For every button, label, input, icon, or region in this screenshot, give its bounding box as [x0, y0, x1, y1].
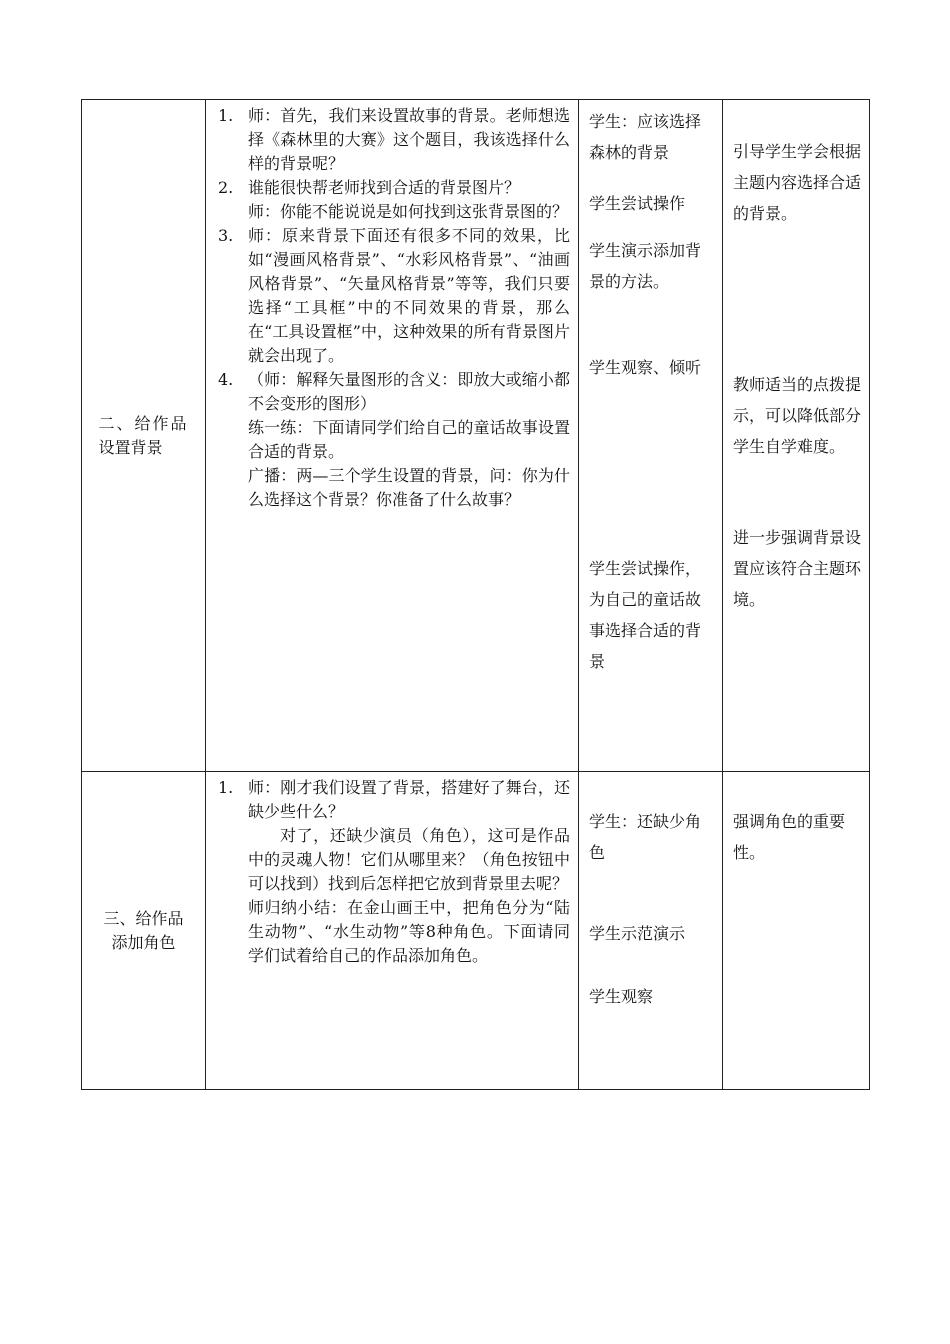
student-activity-cell — [579, 100, 723, 772]
intent-text: 教师适当的点拨提示，可以降低部分学生自学难度。 — [733, 375, 862, 456]
step-text: 师归纳小结：在金山画王中，把角色分为“陆生动物”、“水生动物”等8种角色。下面请同学们试着给自己的作品添加角色。 — [248, 898, 570, 965]
stage-title: 二、给作品 — [98, 413, 189, 433]
step-text: 练一练：下面请同学们给自己的童话故事设置合适的背景。 — [248, 418, 570, 461]
intent-text: 强调角色的重要性。 — [733, 812, 846, 862]
step-number: 1. — [218, 778, 234, 797]
step-text: 师：刚才我们设置了背景，搭建好了舞台，还缺少些什么？ — [248, 778, 570, 821]
step-number: 1. — [218, 106, 234, 125]
teacher-activity-cell — [206, 100, 579, 772]
stage-cell — [82, 772, 206, 1090]
step-text: 对了，还缺少演员（角色），这可是作品中的灵魂人物！它们从哪里来？（角色按钮中可以找到）找到后怎样把它放到背景里去呢？ — [248, 826, 570, 893]
list-item — [206, 368, 570, 512]
step-text: 广播：两—三个学生设置的背景，问：你为什么选择这个背景？你准备了什么故事？ — [248, 466, 570, 509]
student-text: 学生观察、倾听 — [589, 358, 702, 377]
list-item — [206, 224, 570, 368]
step-number: 4. — [218, 370, 234, 389]
step-text: 师：首先，我们来设置故事的背景。老师想选择《森林里的大赛》这个题目，我该选择什么样的背景呢？ — [248, 106, 570, 173]
step-text: 师：你能不能说说是如何找到这张背景图的？ — [248, 202, 569, 221]
stage-title: 添加角色 — [111, 932, 176, 952]
list-item — [206, 776, 570, 968]
student-text: 学生尝试操作 — [589, 194, 686, 213]
list-item — [206, 104, 570, 176]
intent-text: 进一步强调背景设置应该符合主题环境。 — [733, 528, 862, 609]
student-text: 学生观察 — [589, 987, 654, 1006]
step-text: 谁能很快帮老师找到合适的背景图片？ — [248, 178, 521, 197]
student-text: 学生：应该选择森林的背景 — [589, 112, 702, 162]
table-row — [82, 100, 870, 772]
intent-text: 引导学生学会根据主题内容选择合适的背景。 — [733, 142, 862, 223]
table-row — [82, 772, 870, 1090]
step-text: 师：原来背景下面还有很多不同的效果，比如“漫画风格背景”、“水彩风格背景”、“油画风格背景”、“矢量风格背景”等等，我们只要选择“工具框”中的不同效果的背景，那么在“工具设置框”中，这种效果的所有背景图片就会出现了。 — [248, 226, 570, 365]
student-text: 学生：还缺少角色 — [589, 812, 702, 862]
design-intent-cell — [723, 772, 870, 1090]
student-activity-cell — [579, 772, 723, 1090]
student-text: 学生尝试操作，为自己的童话故事选择合适的背景 — [589, 559, 702, 671]
step-number: 3. — [218, 226, 234, 245]
teacher-activity-cell — [206, 772, 579, 1090]
list-item — [206, 176, 570, 224]
stage-cell — [82, 100, 206, 772]
design-intent-cell — [723, 100, 870, 772]
student-text: 学生演示添加背景的方法。 — [589, 241, 702, 291]
lesson-plan-table — [81, 99, 870, 1090]
step-text: （师：解释矢量图形的含义：即放大或缩小都不会变形的图形） — [248, 370, 570, 413]
stage-title: 设置背景 — [98, 437, 163, 457]
student-text: 学生示范演示 — [589, 924, 686, 943]
stage-title: 三、给作品 — [103, 908, 184, 928]
step-number: 2. — [218, 178, 234, 197]
